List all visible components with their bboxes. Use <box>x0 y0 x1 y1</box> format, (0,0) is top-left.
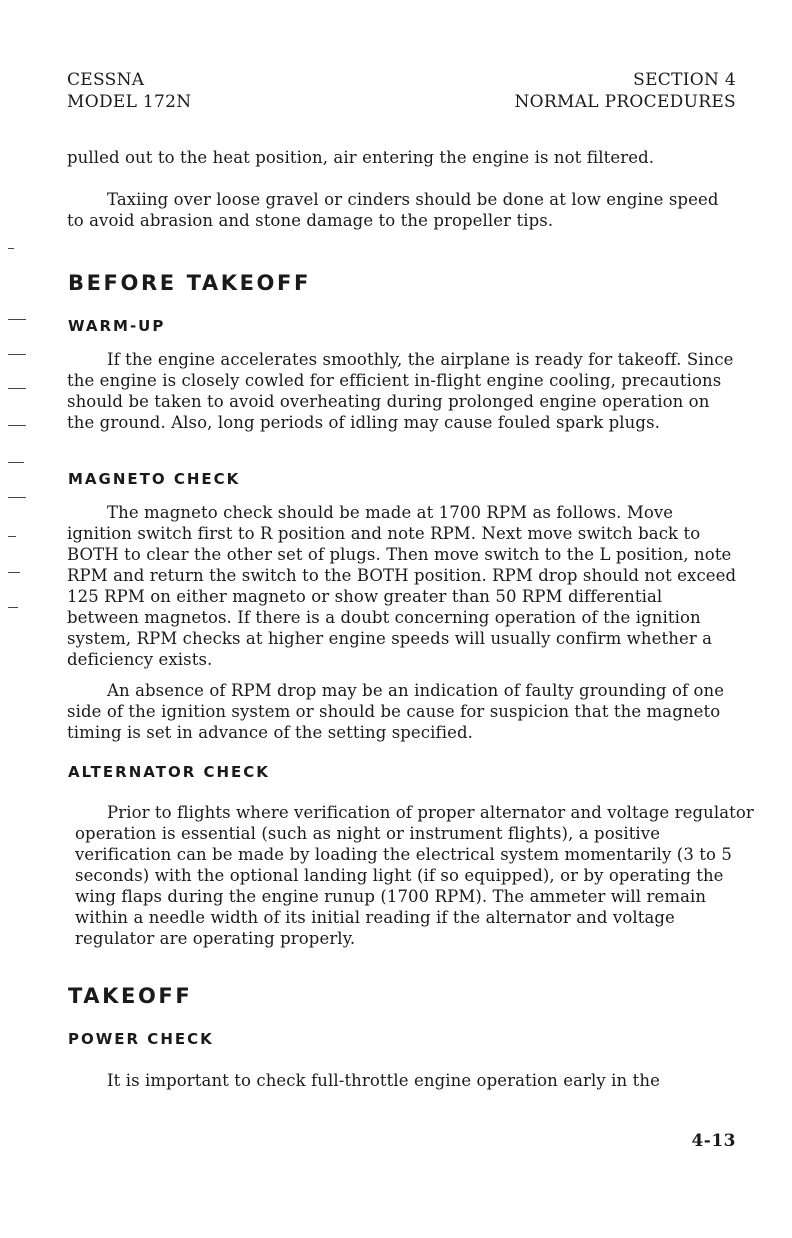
page-number: 4-13 <box>691 1131 736 1151</box>
margin-mark <box>8 354 26 355</box>
header-right <box>515 69 737 113</box>
intro-paragraph-1: pulled out to the heat position, air entering the engine is not filtered. <box>67 148 655 167</box>
header-section: SECTION 4 <box>633 70 736 90</box>
power-check-paragraph: It is important to check full-throttle engine operation early in the <box>107 1071 660 1090</box>
before-takeoff-heading: BEFORE TAKEOFF <box>68 271 311 295</box>
header-section-title: NORMAL PROCEDURES <box>514 92 736 112</box>
margin-mark <box>8 536 16 537</box>
magneto-check-heading: MAGNETO CHECK <box>68 470 241 488</box>
power-check-heading: POWER CHECK <box>68 1030 214 1048</box>
margin-mark <box>8 388 26 389</box>
alternator-paragraph: Prior to flights where verification of proper alternator and voltage regulator operation is essential (such as night or instrument flights), a positive verification can be made by loading the electrical system momentarily (3 to 5 seconds) with the optional landing light (if so equipped), or by operating the wing flaps during the engine runup (1700 RPM). The ammeter will remain within a needle width of its initial reading if the alternator and voltage regulator are operating properly. <box>75 803 754 948</box>
alternator-check-heading: ALTERNATOR CHECK <box>68 763 270 781</box>
header-left <box>67 69 191 113</box>
warmup-paragraph: If the engine accelerates smoothly, the airplane is ready for takeoff. Since the engine is closely cowled for efficient in-flight engine cooling, precautions should be taken to avoid overheating during prolonged engine operation on the ground. Also, long periods of idling may cause fouled spark plugs. <box>67 350 734 432</box>
intro-paragraph-2: Taxiing over loose gravel or cinders should be done at low engine speed to avoid abrasion and stone damage to the propeller tips. <box>67 190 719 230</box>
takeoff-heading: TAKEOFF <box>68 984 193 1008</box>
header-manufacturer: CESSNA <box>67 70 145 90</box>
margin-mark <box>8 462 24 463</box>
warmup-heading: WARM-UP <box>68 317 166 335</box>
margin-mark <box>8 319 26 320</box>
margin-mark <box>8 607 18 608</box>
margin-mark <box>8 572 20 573</box>
magneto-paragraph-2: An absence of RPM drop may be an indication of faulty grounding of one side of the ignition system or should be cause for suspicion that the magneto timing is set in advance of the setting specified. <box>67 681 725 742</box>
margin-mark <box>8 425 26 426</box>
header-model: MODEL 172N <box>67 92 192 112</box>
margin-mark <box>8 248 14 249</box>
magneto-paragraph-1: The magneto check should be made at 1700 RPM as follows. Move ignition switch first to R position and note RPM. Next move switch back to BOTH to clear the other set of plugs. Then move switch to the L position, note RPM and return the switch to the BOTH position. RPM drop should not exceed 125 RPM on either magneto or show greater than 50 RPM differential between magnetos. If there is a doubt concerning operation of the ignition system, RPM checks at higher engine speeds will usually confirm whether a deficiency exists. <box>67 503 737 669</box>
margin-mark <box>8 497 26 498</box>
